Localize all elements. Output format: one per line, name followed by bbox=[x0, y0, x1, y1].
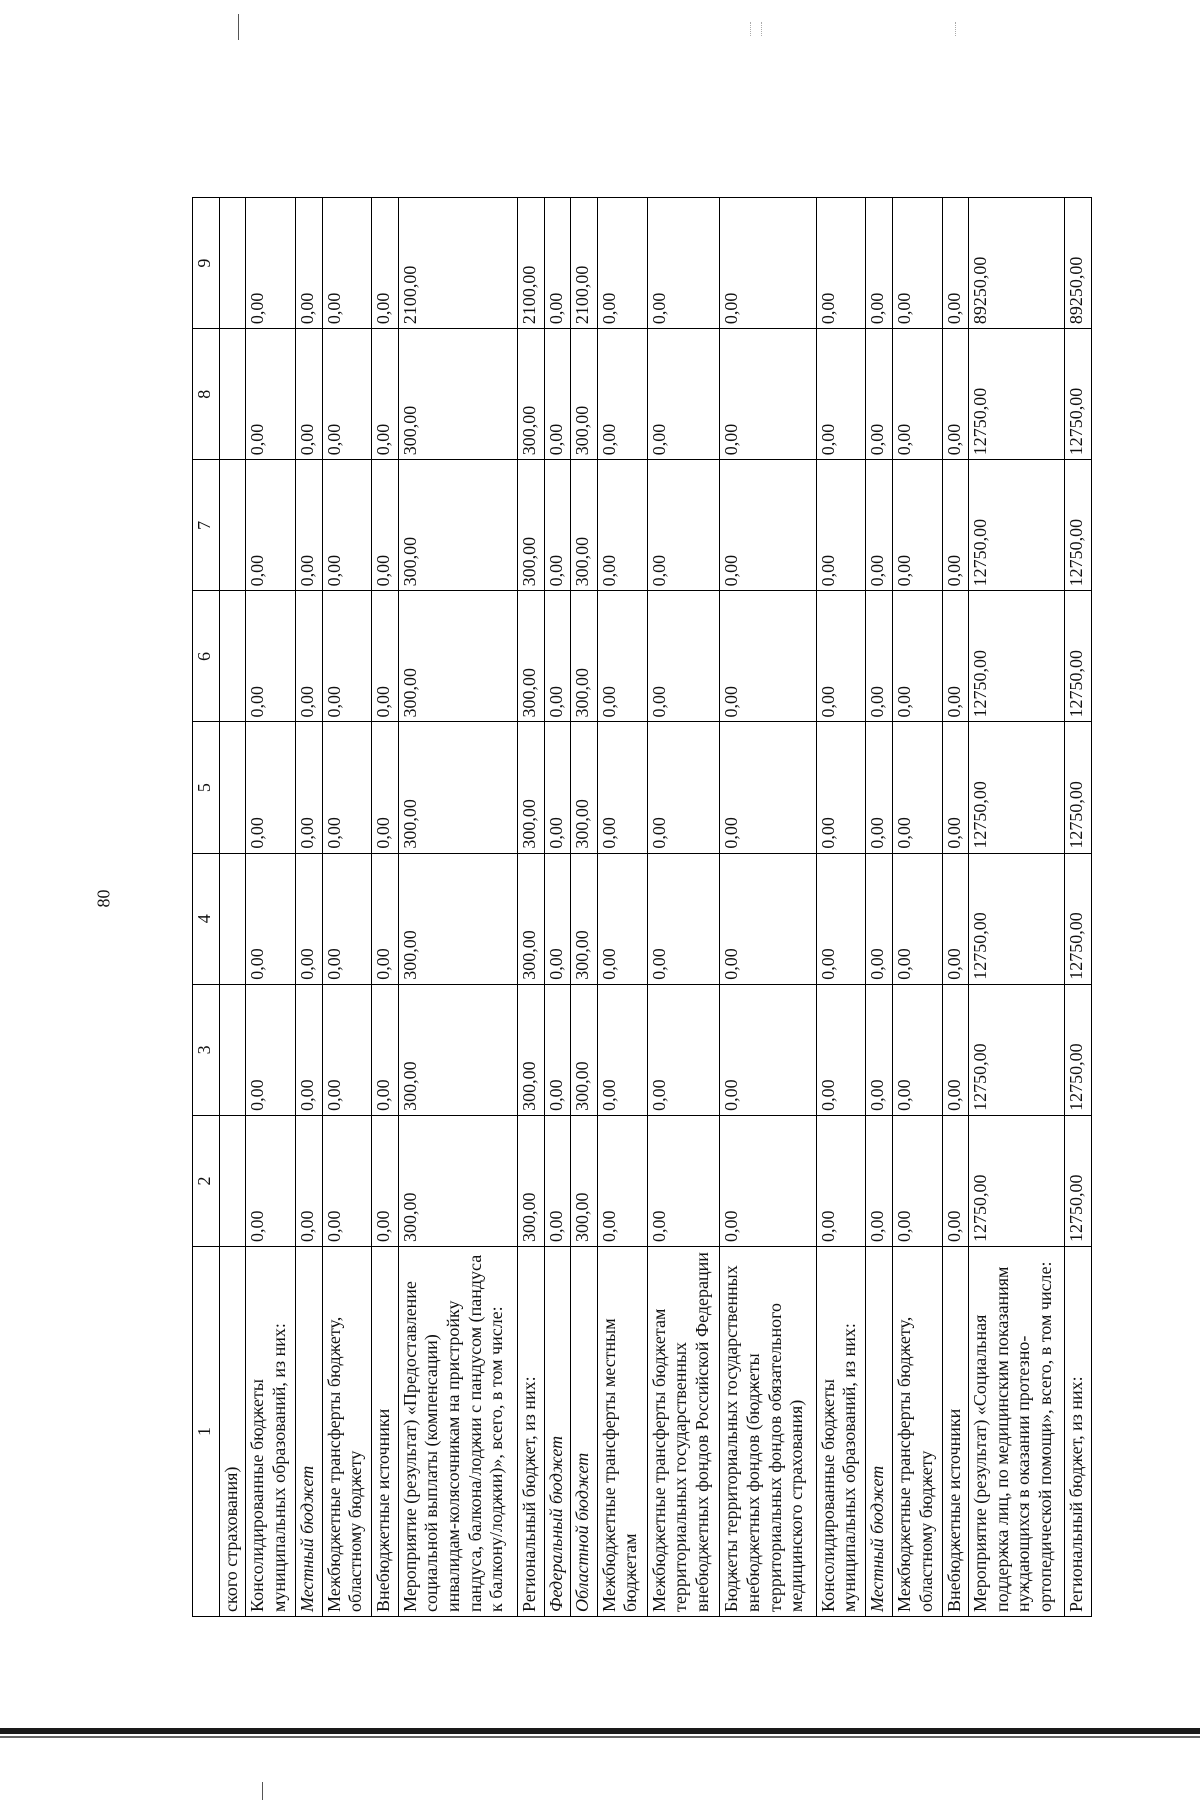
scan-artifact bbox=[750, 22, 762, 36]
table-cell: 0,00 bbox=[322, 984, 372, 1115]
table-row bbox=[892, 198, 942, 1617]
table-cell: 0,00 bbox=[296, 198, 322, 329]
table-cell: 0,00 bbox=[942, 984, 968, 1115]
table-cell: 0,00 bbox=[942, 329, 968, 460]
table-cell: 0,00 bbox=[296, 329, 322, 460]
table-cell: 0,00 bbox=[866, 853, 892, 984]
table-row bbox=[969, 198, 1065, 1617]
table-cell: 0,00 bbox=[246, 329, 296, 460]
table-cell: 0,00 bbox=[647, 853, 720, 984]
table-cell: 0,00 bbox=[597, 722, 647, 853]
table-cell: 0,00 bbox=[372, 722, 398, 853]
table-cell: 12750,00 bbox=[1065, 722, 1092, 853]
row-label: Межбюджетные трансферты бюджету, областному бюджету bbox=[322, 1247, 372, 1617]
table-cell: 12750,00 bbox=[969, 329, 1065, 460]
page-number: 80 bbox=[93, 889, 114, 908]
table-row bbox=[246, 198, 296, 1617]
table-cell bbox=[220, 984, 246, 1115]
table-cell: 12750,00 bbox=[1065, 853, 1092, 984]
table-body bbox=[220, 198, 1092, 1617]
table-cell: 0,00 bbox=[246, 1115, 296, 1246]
table-row bbox=[647, 198, 720, 1617]
table-cell: 0,00 bbox=[246, 853, 296, 984]
table-row bbox=[1065, 198, 1092, 1617]
table-cell: 0,00 bbox=[866, 198, 892, 329]
table-cell: 300,00 bbox=[518, 722, 544, 853]
table-cell: 300,00 bbox=[398, 722, 517, 853]
table-cell: 0,00 bbox=[597, 591, 647, 722]
budget-table bbox=[192, 197, 1092, 1617]
table-cell: 0,00 bbox=[866, 591, 892, 722]
column-header: 6 bbox=[193, 591, 220, 722]
table-row bbox=[518, 198, 544, 1617]
table-cell bbox=[220, 1115, 246, 1246]
table-cell: 12750,00 bbox=[1065, 1115, 1092, 1246]
table-cell: 0,00 bbox=[647, 329, 720, 460]
table-cell: 0,00 bbox=[544, 460, 570, 591]
table-cell: 12750,00 bbox=[1065, 460, 1092, 591]
table-cell: 0,00 bbox=[597, 329, 647, 460]
table-cell: 0,00 bbox=[544, 198, 570, 329]
table-cell: 300,00 bbox=[398, 460, 517, 591]
table-cell: 300,00 bbox=[571, 329, 597, 460]
table-cell: 0,00 bbox=[816, 591, 866, 722]
table-row bbox=[597, 198, 647, 1617]
table-cell: 0,00 bbox=[816, 853, 866, 984]
table-cell: 0,00 bbox=[597, 984, 647, 1115]
table-cell: 0,00 bbox=[647, 1115, 720, 1246]
table-cell: 0,00 bbox=[816, 329, 866, 460]
table-row bbox=[322, 198, 372, 1617]
table-cell: 0,00 bbox=[942, 1115, 968, 1246]
column-header: 5 bbox=[193, 722, 220, 853]
table-cell bbox=[220, 460, 246, 591]
column-header: 2 bbox=[193, 1115, 220, 1246]
table-cell: 300,00 bbox=[571, 1115, 597, 1246]
table-cell: 0,00 bbox=[372, 329, 398, 460]
table-cell: 0,00 bbox=[816, 460, 866, 591]
column-header: 7 bbox=[193, 460, 220, 591]
table-row bbox=[220, 198, 246, 1617]
table-cell: 0,00 bbox=[866, 460, 892, 591]
row-label: ского страхования) bbox=[220, 1247, 246, 1617]
table-cell: 0,00 bbox=[816, 1115, 866, 1246]
row-label: Межбюджетные трансферты местным бюджетам bbox=[597, 1247, 647, 1617]
row-label: Бюджеты территориальных государственных внебюджетных фондов (бюджеты территориальных фондов обязательного медицинского страхования) bbox=[720, 1247, 816, 1617]
table-cell bbox=[220, 591, 246, 722]
table-cell: 0,00 bbox=[720, 853, 816, 984]
table-cell: 300,00 bbox=[518, 591, 544, 722]
table-cell: 0,00 bbox=[942, 591, 968, 722]
table-cell: 0,00 bbox=[372, 591, 398, 722]
row-label: Внебюджетные источники bbox=[942, 1247, 968, 1617]
table-cell: 300,00 bbox=[518, 984, 544, 1115]
table-cell: 300,00 bbox=[571, 853, 597, 984]
table-cell: 300,00 bbox=[518, 460, 544, 591]
row-label: Местный бюджет bbox=[866, 1247, 892, 1617]
table-cell: 0,00 bbox=[647, 591, 720, 722]
table-row bbox=[720, 198, 816, 1617]
table-cell bbox=[220, 329, 246, 460]
table-cell: 0,00 bbox=[892, 722, 942, 853]
table-cell: 89250,00 bbox=[1065, 198, 1092, 329]
table-cell: 89250,00 bbox=[969, 198, 1065, 329]
column-header: 3 bbox=[193, 984, 220, 1115]
table-cell: 300,00 bbox=[571, 591, 597, 722]
table-cell: 0,00 bbox=[246, 460, 296, 591]
table-cell: 0,00 bbox=[720, 722, 816, 853]
row-label: Внебюджетные источники bbox=[372, 1247, 398, 1617]
table-cell: 0,00 bbox=[866, 984, 892, 1115]
table-cell: 0,00 bbox=[544, 591, 570, 722]
row-label: Региональный бюджет, из них: bbox=[1065, 1247, 1092, 1617]
table-cell: 0,00 bbox=[544, 984, 570, 1115]
row-label: Мероприятие (результат) «Предоставление социальной выплаты (компенсации) инвалидам-колясочникам на пристройку пандуса, балкона/лоджии с пандусом (пандуса к балкону/лоджии)», всего, в том числе: bbox=[398, 1247, 517, 1617]
table-cell: 0,00 bbox=[720, 329, 816, 460]
column-header: 1 bbox=[193, 1247, 220, 1617]
table-row bbox=[398, 198, 517, 1617]
table-cell: 12750,00 bbox=[1065, 984, 1092, 1115]
table-cell bbox=[220, 722, 246, 853]
table-cell: 0,00 bbox=[892, 984, 942, 1115]
table-cell: 300,00 bbox=[398, 984, 517, 1115]
row-label: Консолидированные бюджеты муниципальных образований, из них: bbox=[246, 1247, 296, 1617]
table-cell: 0,00 bbox=[942, 853, 968, 984]
table-cell: 300,00 bbox=[398, 329, 517, 460]
table-cell: 0,00 bbox=[322, 460, 372, 591]
table-cell: 2100,00 bbox=[518, 198, 544, 329]
table-cell: 2100,00 bbox=[398, 198, 517, 329]
column-header: 9 bbox=[193, 198, 220, 329]
table-cell: 0,00 bbox=[597, 460, 647, 591]
header-row bbox=[193, 198, 220, 1617]
table-cell: 0,00 bbox=[544, 329, 570, 460]
table-cell: 0,00 bbox=[942, 460, 968, 591]
table-cell: 0,00 bbox=[544, 722, 570, 853]
table-cell: 0,00 bbox=[544, 1115, 570, 1246]
table-cell: 0,00 bbox=[720, 460, 816, 591]
table-cell: 0,00 bbox=[372, 198, 398, 329]
row-label: Консолидированные бюджеты муниципальных образований, из них: bbox=[816, 1247, 866, 1617]
table-row bbox=[544, 198, 570, 1617]
column-header: 4 bbox=[193, 853, 220, 984]
row-label: Межбюджетные трансферты бюджету, областному бюджету bbox=[892, 1247, 942, 1617]
table-cell: 12750,00 bbox=[969, 853, 1065, 984]
table-cell: 0,00 bbox=[296, 460, 322, 591]
scan-edge-line bbox=[0, 1736, 1200, 1738]
column-header: 8 bbox=[193, 329, 220, 460]
table-cell: 12750,00 bbox=[969, 591, 1065, 722]
table-row bbox=[571, 198, 597, 1617]
table-cell: 0,00 bbox=[866, 1115, 892, 1246]
scan-artifact bbox=[955, 22, 960, 36]
table-cell: 0,00 bbox=[647, 984, 720, 1115]
table-cell: 0,00 bbox=[892, 1115, 942, 1246]
table-cell: 0,00 bbox=[246, 591, 296, 722]
table-cell: 0,00 bbox=[372, 853, 398, 984]
table-cell: 0,00 bbox=[246, 984, 296, 1115]
row-label: Местный бюджет bbox=[296, 1247, 322, 1617]
table-cell bbox=[220, 198, 246, 329]
row-label: Региональный бюджет, из них: bbox=[518, 1247, 544, 1617]
table-cell: 0,00 bbox=[647, 460, 720, 591]
table-cell: 12750,00 bbox=[1065, 329, 1092, 460]
table-cell: 12750,00 bbox=[969, 984, 1065, 1115]
table-cell: 12750,00 bbox=[969, 1115, 1065, 1246]
table-cell: 0,00 bbox=[322, 1115, 372, 1246]
table-cell: 0,00 bbox=[816, 722, 866, 853]
row-label: Областной бюджет bbox=[571, 1247, 597, 1617]
table-cell: 2100,00 bbox=[571, 198, 597, 329]
table-cell: 300,00 bbox=[571, 984, 597, 1115]
row-label: Федеральный бюджет bbox=[544, 1247, 570, 1617]
table-cell: 0,00 bbox=[892, 329, 942, 460]
table-row bbox=[372, 198, 398, 1617]
table-cell: 0,00 bbox=[720, 591, 816, 722]
table-cell: 0,00 bbox=[816, 198, 866, 329]
table-cell: 0,00 bbox=[246, 722, 296, 853]
table-cell: 0,00 bbox=[892, 460, 942, 591]
table-cell: 300,00 bbox=[518, 329, 544, 460]
table-cell: 300,00 bbox=[398, 1115, 517, 1246]
table-cell: 300,00 bbox=[398, 591, 517, 722]
table-cell: 0,00 bbox=[720, 1115, 816, 1246]
table-cell: 0,00 bbox=[892, 198, 942, 329]
table-cell: 0,00 bbox=[246, 198, 296, 329]
table-cell: 12750,00 bbox=[1065, 591, 1092, 722]
table-cell: 0,00 bbox=[597, 853, 647, 984]
table-cell: 0,00 bbox=[372, 1115, 398, 1246]
table-cell: 0,00 bbox=[296, 1115, 322, 1246]
table-cell: 0,00 bbox=[647, 722, 720, 853]
row-label: Мероприятие (результат) «Социальная поддержка лиц, по медицинским показаниям нуждающихся в оказании протезно-ортопедической помощи», всего, в том числе: bbox=[969, 1247, 1065, 1617]
table-cell: 0,00 bbox=[816, 984, 866, 1115]
table-cell: 0,00 bbox=[942, 722, 968, 853]
table-cell: 0,00 bbox=[892, 853, 942, 984]
table-cell: 0,00 bbox=[322, 722, 372, 853]
table-cell: 0,00 bbox=[597, 198, 647, 329]
table-cell: 0,00 bbox=[296, 722, 322, 853]
table-cell: 0,00 bbox=[866, 722, 892, 853]
table-row bbox=[942, 198, 968, 1617]
table-cell: 0,00 bbox=[720, 984, 816, 1115]
table-cell: 12750,00 bbox=[969, 722, 1065, 853]
scan-mark-top bbox=[238, 14, 239, 40]
scan-edge-band bbox=[0, 1728, 1200, 1734]
table-cell: 0,00 bbox=[597, 1115, 647, 1246]
table-cell: 0,00 bbox=[372, 984, 398, 1115]
table-cell: 0,00 bbox=[720, 198, 816, 329]
table-cell: 0,00 bbox=[942, 198, 968, 329]
table-cell: 300,00 bbox=[571, 460, 597, 591]
table-cell: 300,00 bbox=[518, 1115, 544, 1246]
table-cell: 0,00 bbox=[892, 591, 942, 722]
table-cell: 0,00 bbox=[296, 591, 322, 722]
table-cell bbox=[220, 853, 246, 984]
table-cell: 0,00 bbox=[322, 591, 372, 722]
table-cell: 300,00 bbox=[571, 722, 597, 853]
table-cell: 12750,00 bbox=[969, 460, 1065, 591]
rotated-table-container bbox=[192, 197, 1092, 1617]
table-cell: 0,00 bbox=[322, 329, 372, 460]
row-label: Межбюджетные трансферты бюджетам территориальных государственных внебюджетных фондов Российской Федерации bbox=[647, 1247, 720, 1617]
table-cell: 0,00 bbox=[372, 460, 398, 591]
table-cell: 0,00 bbox=[544, 853, 570, 984]
table-cell: 0,00 bbox=[322, 853, 372, 984]
table-cell: 0,00 bbox=[296, 853, 322, 984]
table-cell: 0,00 bbox=[322, 198, 372, 329]
table-cell: 0,00 bbox=[647, 198, 720, 329]
table-cell: 0,00 bbox=[866, 329, 892, 460]
table-row bbox=[866, 198, 892, 1617]
table-cell: 300,00 bbox=[398, 853, 517, 984]
table-row bbox=[816, 198, 866, 1617]
table-row bbox=[296, 198, 322, 1617]
table-cell: 300,00 bbox=[518, 853, 544, 984]
scan-mark-bottom bbox=[262, 1782, 263, 1800]
table-cell: 0,00 bbox=[296, 984, 322, 1115]
